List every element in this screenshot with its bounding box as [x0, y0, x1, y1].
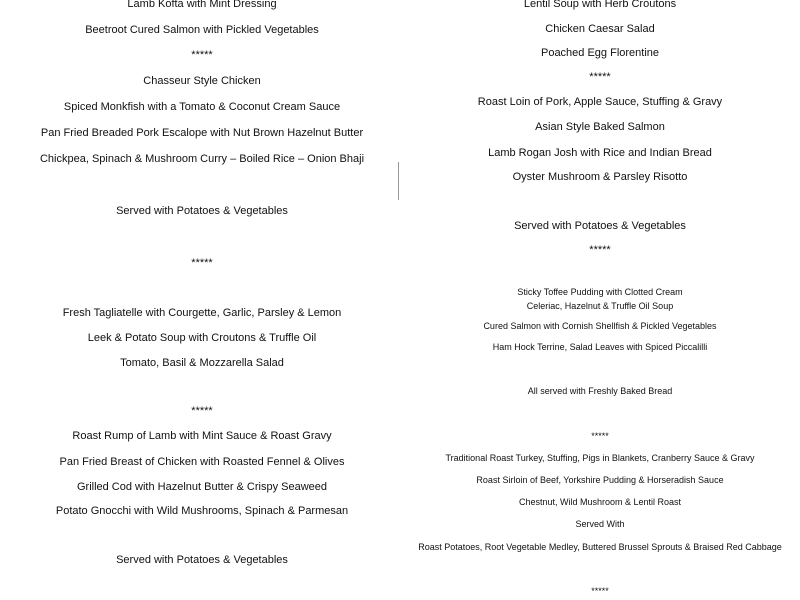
menu-item: Chickpea, Spinach & Mushroom Curry – Boiled Rice – Onion Bhaji [39, 153, 365, 165]
served-note: Served with Potatoes & Vegetables [116, 554, 288, 566]
menu-item: Pan Fried Breaded Pork Escalope with Nut Brown Hazelnut Butter [40, 127, 364, 139]
served-note: Served with Potatoes & Vegetables [514, 220, 686, 232]
separator-stars: ***** [191, 405, 213, 417]
separator-stars: ***** [191, 257, 213, 269]
separator-stars: ***** [589, 244, 611, 256]
menu-item: Roast Potatoes, Root Vegetable Medley, Buttered Brussel Sprouts & Braised Red Cabbage [418, 542, 782, 552]
menu-item: Potato Gnocchi with Wild Mushrooms, Spinach & Parmesan [55, 505, 349, 517]
menu-item: Celeriac, Hazelnut & Truffle Oil Soup [526, 301, 674, 311]
menu-item: Roast Sirloin of Beef, Yorkshire Pudding & Horseradish Sauce [476, 475, 724, 485]
menu-item: Chestnut, Wild Mushroom & Lentil Roast [518, 497, 682, 507]
separator-stars: ***** [591, 586, 609, 596]
menu-item: Poached Egg Florentine [540, 47, 660, 59]
separator-stars: ***** [191, 49, 213, 61]
menu-item: Ham Hock Terrine, Salad Leaves with Spiced Piccalilli [492, 342, 708, 352]
menu-item: Fresh Tagliatelle with Courgette, Garlic, Parsley & Lemon [62, 307, 342, 319]
menu-item: Leek & Potato Soup with Croutons & Truffle Oil [87, 332, 317, 344]
served-note: Served with Potatoes & Vegetables [116, 205, 288, 217]
menu-item: Roast Rump of Lamb with Mint Sauce & Roast Gravy [72, 430, 332, 442]
column-divider [398, 162, 399, 200]
menu-item: Roast Loin of Pork, Apple Sauce, Stuffing & Gravy [477, 96, 723, 108]
menu-item: Traditional Roast Turkey, Stuffing, Pigs in Blankets, Cranberry Sauce & Gravy [445, 453, 755, 463]
menu-item: Pan Fried Breast of Chicken with Roasted Fennel & Olives [59, 456, 345, 468]
menu-item: Chasseur Style Chicken [143, 75, 261, 87]
separator-stars: ***** [589, 71, 611, 83]
menu-item: Lamb Rogan Josh with Rice and Indian Bread [488, 147, 712, 159]
menu-item: Tomato, Basil & Mozzarella Salad [120, 357, 284, 369]
served-note: Served With [575, 519, 625, 529]
menu-item: Lentil Soup with Herb Croutons [523, 0, 677, 10]
menu-item: Spiced Monkfish with a Tomato & Coconut Cream Sauce [63, 101, 341, 113]
menu-item: Grilled Cod with Hazelnut Butter & Crispy Seaweed [76, 481, 328, 493]
menu-item: Chicken Caesar Salad [545, 23, 655, 35]
menu-item: Asian Style Baked Salmon [535, 121, 665, 133]
menu-item: Cured Salmon with Cornish Shellfish & Pickled Vegetables [483, 321, 717, 331]
menu-item: Oyster Mushroom & Parsley Risotto [512, 171, 688, 183]
served-note: All served with Freshly Baked Bread [527, 386, 673, 396]
menu-item: Beetroot Cured Salmon with Pickled Vegetables [85, 24, 319, 36]
dessert-menu-item: Sticky Toffee Pudding with Clotted Cream [517, 287, 683, 297]
separator-stars: ***** [591, 431, 609, 441]
menu-item: Lamb Kofta with Mint Dressing [127, 0, 277, 10]
